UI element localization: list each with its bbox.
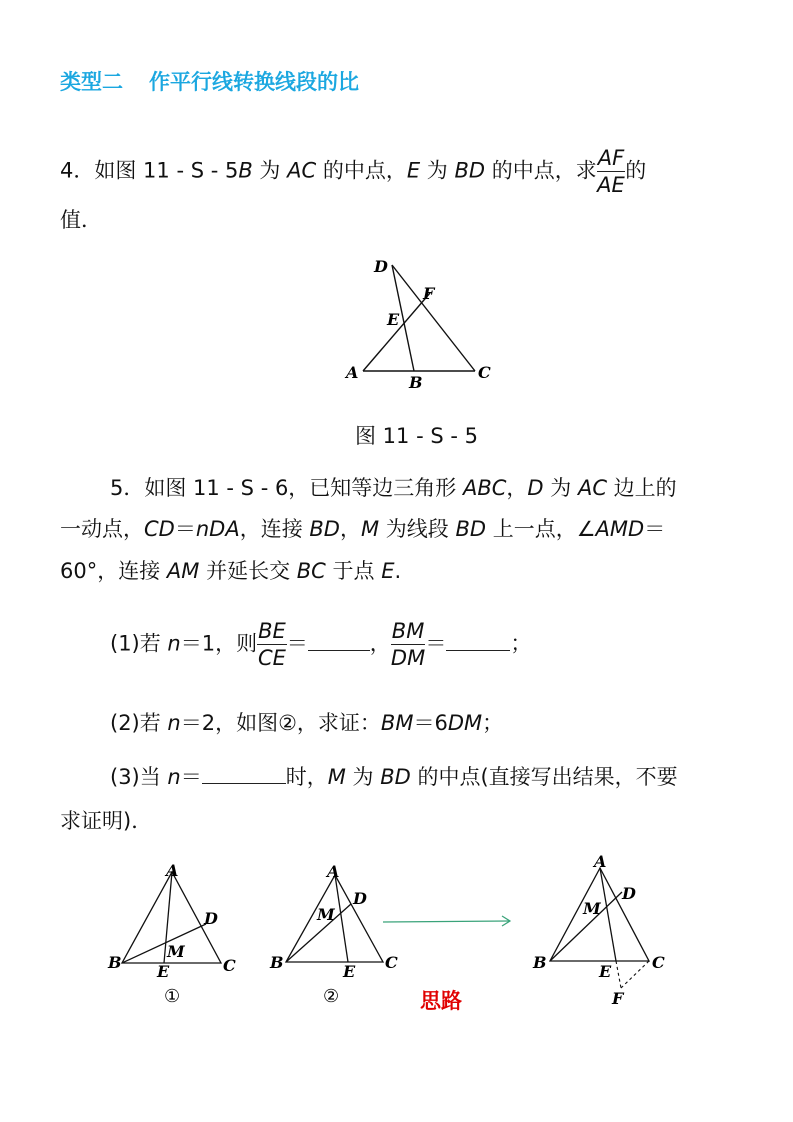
arrow-to-hint [383,916,510,926]
label-b: B [409,373,423,392]
answer-blank-be-ce[interactable] [308,630,370,651]
label-e-1: E [157,962,170,981]
label-d: D [374,257,388,276]
diagram-hint [532,852,665,1008]
label-d-hint: D [622,884,636,903]
figure-11-s-5 [330,250,510,400]
q5-part3-line2: 求证明)． [60,809,153,833]
label-b-1: B [108,953,122,972]
label-f: F [423,284,435,303]
figure-caption-11-s-5: 图 11 - S - 5 [355,424,478,448]
label-a-1: A [166,861,179,880]
label-e: E [387,310,400,329]
label-f-hint: F [612,989,624,1008]
label-e-hint: E [599,962,612,981]
part1-fraction-be-ce: $\frac{BE}{CE}$ [257,619,286,670]
label-d-1: D [204,909,218,928]
label-d-2: D [353,889,367,908]
label-e-2: E [343,962,356,981]
caption-2: ② [323,986,340,1007]
label-m-1: M [167,942,185,961]
q5-line2: 一动点，CD＝nDA，连接 BD，M 为线段 BD 上一点，∠AMD＝ [60,517,666,541]
label-c: C [478,363,491,382]
section-heading [60,66,359,96]
label-m-2: M [317,905,335,924]
q4-line1: 4．如图 11 - S - 5B 为 AC 的中点，E 为 BD 的中点，求 $\frac{AF}{AE}$ 的 [60,146,647,197]
caption-1: ① [164,986,181,1007]
label-m-hint: M [583,899,601,918]
label-c-2: C [385,953,398,972]
figure-11-s-6 [100,850,700,1020]
label-b-2: B [270,953,284,972]
label-a-hint: A [594,852,607,871]
hint-label: 思路 [420,989,462,1013]
label-b-hint: B [533,953,547,972]
segment-af [363,293,430,371]
q5-line3: 60°，连接 AM 并延长交 BC 于点 E. [60,559,402,583]
q4-line2: 值． [60,208,102,232]
label-c-hint: C [652,953,665,972]
answer-blank-n[interactable] [202,763,286,784]
label-a-2: A [327,862,340,881]
q5-part2: (2)若 n＝2，如图②，求证：BM＝6DM； [110,711,504,735]
heading-label: 类型二 [60,70,123,94]
q5-line1: 5．如图 11 - S - 6，已知等边三角形 ABC，D 为 AC 边上的 [110,476,677,500]
segment-dc [392,265,475,371]
answer-blank-bm-dm[interactable] [446,630,510,651]
diagram-1 [107,861,236,1007]
q4-fraction: $\frac{AF}{AE}$ [597,146,625,197]
q5-part3-line1: (3)当 n＝ 时，M 为 BD 的中点(直接写出结果，不要 [110,765,678,789]
q5-part1: (1)若 n＝1，则 $\frac{BE}{CE}$ ＝ ， $\frac{BM}{DM}$ ＝ ； [110,619,532,670]
part1-fraction-bm-dm: $\frac{BM}{DM}$ [390,619,426,670]
heading-title: 作平行线转换线段的比 [149,70,359,94]
q4-number: 4． [60,158,95,183]
diagram-2 [269,862,398,1007]
label-a: A [346,363,359,382]
segment-ef-dashed [616,961,621,988]
segment-cf-dashed [621,961,649,988]
label-c-1: C [223,956,236,975]
